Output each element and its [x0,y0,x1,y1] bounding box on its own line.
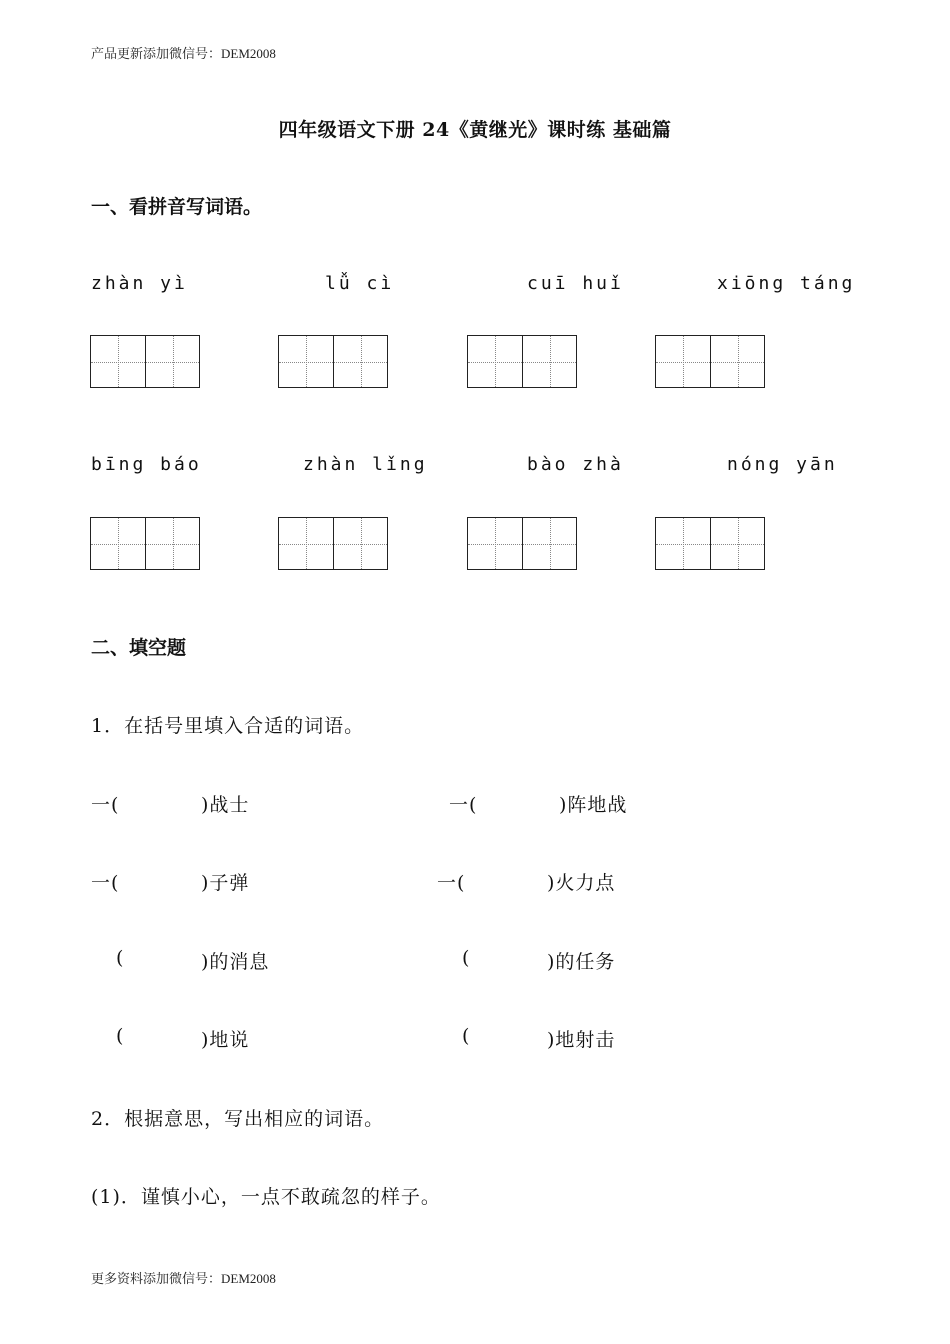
pinyin-2-2: zhàn lǐng [303,454,428,475]
pinyin-2-4: nóng yān [727,454,838,475]
fill-prefix: 一( [449,794,478,816]
writing-grid[interactable] [278,517,388,570]
fill-prefix: 一( [91,872,120,894]
q2-sub1: (1)．谨慎小心，一点不敢疏忽的样子。 [91,1186,441,1208]
fill-prefix: ( [116,1025,125,1047]
page-title: 四年级语文下册 24《黄继光》课时练 基础篇 [278,119,672,141]
fill-suffix: )火力点 [547,872,616,894]
q1-prompt: 1．在括号里填入合适的词语。 [91,715,365,737]
section1-heading: 一、看拼音写词语。 [91,196,263,218]
writing-grid[interactable] [90,517,200,570]
fill-suffix: )阵地战 [559,794,628,816]
fill-prefix: 一( [91,794,120,816]
section2-heading: 二、填空题 [91,637,187,659]
fill-prefix: ( [462,947,471,969]
fill-prefix: ( [116,947,125,969]
writing-grid[interactable] [467,335,577,388]
writing-grid[interactable] [278,335,388,388]
pinyin-2-1: bīng báo [91,454,202,475]
writing-grid[interactable] [467,517,577,570]
fill-suffix: )战士 [201,794,250,816]
pinyin-1-3: cuī huǐ [527,273,624,294]
fill-suffix: )的任务 [547,951,616,973]
writing-grid[interactable] [655,517,765,570]
fill-suffix: )子弹 [201,872,250,894]
q2-prompt: 2．根据意思，写出相应的词语。 [91,1108,385,1130]
pinyin-1-1: zhàn yì [91,273,188,294]
pinyin-1-4: xiōng táng [717,273,856,294]
pinyin-2-3: bào zhà [527,454,624,475]
fill-prefix: ( [462,1025,471,1047]
fill-suffix: )地说 [201,1029,250,1051]
fill-suffix: )地射击 [547,1029,616,1051]
pinyin-1-2: lǚ cì [325,273,395,294]
writing-grid[interactable] [655,335,765,388]
header-note: 产品更新添加微信号：DEM2008 [91,46,276,61]
fill-suffix: )的消息 [201,951,270,973]
fill-prefix: 一( [437,872,466,894]
writing-grid[interactable] [90,335,200,388]
footer-note: 更多资料添加微信号：DEM2008 [91,1271,276,1286]
